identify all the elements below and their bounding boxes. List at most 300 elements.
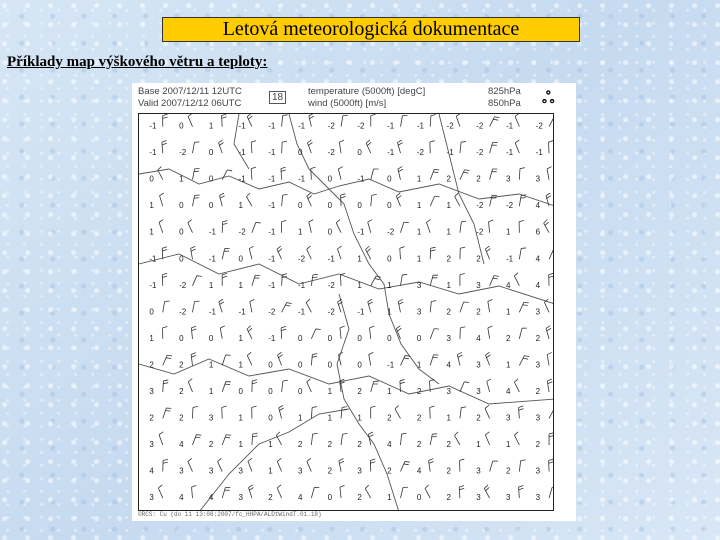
temperature-value: 1	[387, 307, 392, 317]
wind-barb	[514, 432, 519, 445]
temperature-value: 0	[357, 360, 362, 370]
wind-barb	[222, 170, 232, 180]
temperature-value: 3	[535, 466, 541, 476]
temperature-value: 0	[357, 333, 362, 343]
wind-barb	[371, 194, 377, 206]
wind-barb	[368, 299, 373, 312]
wind-barb	[222, 221, 227, 233]
temperature-value: 3	[476, 280, 481, 290]
temperature-value: -1	[238, 148, 246, 158]
temperature-value: 1	[505, 360, 511, 370]
temperature-value: 1	[446, 227, 451, 237]
wind-barb	[311, 433, 317, 445]
wind-barb	[282, 274, 287, 286]
map-canvas	[139, 114, 554, 511]
wind-barb	[188, 379, 192, 392]
wind-barb	[191, 326, 196, 339]
temperature-value: 1	[149, 333, 154, 343]
wind-barb	[307, 246, 312, 259]
wind-barb	[218, 140, 223, 153]
wind-barb	[515, 114, 519, 127]
temperature-value: 2	[179, 386, 184, 396]
wind-barb	[460, 382, 469, 392]
wind-barb	[430, 196, 439, 206]
wind-barb	[396, 326, 401, 339]
slide-subtitle: Příklady map výškového větru a teploty:	[7, 54, 268, 70]
wind-barb	[460, 302, 469, 312]
temperature-value: -1	[505, 148, 514, 158]
temperature-value: 4	[446, 360, 451, 370]
temperature-value: 3	[416, 307, 422, 317]
wind-barb	[249, 246, 253, 259]
temperature-value: -1	[416, 121, 424, 131]
wind-barb	[247, 326, 252, 339]
temperature-value: 0	[268, 386, 273, 396]
wind-barb	[188, 114, 192, 127]
wind-barb	[519, 460, 525, 472]
wind-barb	[485, 352, 490, 365]
wind-barb	[163, 326, 168, 338]
wind-barb	[371, 406, 376, 418]
temperature-value: -1	[505, 121, 514, 131]
temperature-value: -2	[476, 227, 484, 237]
wind-barb	[514, 379, 519, 392]
temperature-value: -2	[476, 148, 484, 158]
wind-barb	[519, 356, 529, 366]
temperature-value: 0	[149, 307, 154, 317]
temperature-value: 0	[179, 227, 184, 237]
temperature-value: 2	[446, 254, 451, 264]
pressure-bottom-label: 850hPa	[488, 98, 521, 109]
wind-barb	[400, 222, 408, 232]
wind-barb	[549, 409, 554, 419]
temperature-value: 0	[327, 227, 333, 237]
wind-barb	[220, 193, 225, 206]
temperature-value: 0	[179, 201, 184, 211]
wind-barb	[159, 432, 163, 445]
temperature-value: 3	[446, 386, 451, 396]
temperature-value: 1	[208, 121, 214, 131]
temperature-value: 1	[505, 227, 511, 237]
temperature-value: 3	[446, 333, 451, 343]
temperature-value: 0	[327, 360, 333, 370]
temperature-value: 1	[416, 174, 422, 184]
wind-barb	[549, 459, 554, 471]
temperature-value: 4	[149, 466, 154, 476]
temperature-value: 1	[327, 386, 333, 396]
wind-barb	[460, 247, 465, 259]
temperature-value: 1	[238, 439, 243, 449]
wind-barb	[337, 299, 342, 312]
temperature-value: -2	[327, 280, 335, 290]
wind-barb	[425, 485, 430, 498]
wind-barb	[192, 142, 199, 153]
temperature-value: 2	[268, 493, 273, 503]
temperature-value: 0	[238, 254, 243, 264]
valid-time-label: Valid 2007/12/12 06UTC	[138, 98, 242, 109]
temperature-value: 1	[238, 413, 243, 423]
wind-barb	[282, 220, 287, 232]
wind-barb	[430, 115, 436, 127]
wind-barb	[278, 352, 283, 365]
wind-barb	[400, 379, 405, 392]
temperature-value: -1	[297, 121, 306, 131]
temperature-value: -1	[535, 148, 543, 158]
wind-barb	[282, 115, 288, 127]
wind-barb	[218, 458, 223, 471]
temperature-value: 2	[416, 413, 422, 423]
temperature-value: -1	[268, 174, 276, 184]
wind-barb	[247, 114, 252, 127]
wind-barb	[162, 140, 167, 153]
base-time-label: Base 2007/12/11 12UTC	[138, 86, 242, 97]
temperature-value: 3	[476, 466, 481, 476]
wind-barb	[251, 141, 256, 154]
wind-barb	[366, 246, 371, 259]
temperature-value: 1	[238, 360, 243, 370]
temperature-value: 0	[327, 201, 333, 211]
temperature-value: -1	[149, 254, 157, 264]
temperature-value: 0	[208, 201, 214, 211]
wind-barb	[338, 246, 342, 259]
temperature-value: 2	[535, 333, 541, 343]
temperature-value: 2	[149, 360, 154, 370]
temperature-value: 3	[535, 413, 541, 423]
temperature-value: -2	[535, 121, 543, 131]
temperature-value: 1	[357, 413, 362, 423]
temperature-value: 1	[149, 227, 154, 237]
temperature-value: 4	[387, 439, 392, 449]
temperature-value: 3	[476, 360, 481, 370]
wind-barb	[192, 435, 201, 445]
wind-barb	[430, 379, 435, 392]
temperature-value: 2	[446, 493, 451, 503]
temperature-value: 3	[149, 493, 154, 503]
temperature-value: -1	[505, 254, 514, 264]
wind-barb	[547, 352, 552, 365]
temperature-value: -2	[179, 280, 187, 290]
border-line	[337, 294, 399, 511]
temperature-value: 4	[505, 386, 511, 396]
wind-barb	[158, 167, 163, 180]
temperature-value: 1	[238, 280, 243, 290]
temperature-value: -1	[268, 333, 276, 343]
wind-barb	[488, 326, 493, 339]
wind-barb	[192, 195, 199, 206]
temperature-value: 0	[149, 174, 154, 184]
wind-barb	[549, 273, 554, 285]
wind-barb	[222, 488, 230, 499]
temperature-value: -2	[476, 121, 484, 131]
wind-barb	[371, 114, 376, 126]
wind-barb	[222, 248, 229, 259]
temperature-value: 1	[268, 439, 273, 449]
wind-barb	[188, 458, 193, 471]
wind-barb	[430, 434, 437, 445]
wind-barb	[340, 485, 345, 498]
wind-barb	[282, 194, 288, 206]
wind-barb	[398, 299, 403, 312]
wind-barb	[307, 193, 312, 206]
temperature-value: -1	[238, 121, 246, 131]
wind-barb	[485, 246, 490, 259]
wind-barb	[163, 380, 169, 392]
wind-barb	[544, 220, 549, 233]
temperature-value: -2	[297, 254, 306, 264]
wind-barb	[279, 405, 284, 418]
temperature-value: -1	[387, 360, 395, 370]
institute-logo-icon: ஃ	[542, 90, 555, 107]
temperature-value: -1	[446, 148, 454, 158]
temperature-value: 3	[238, 466, 243, 476]
wind-barb	[515, 140, 519, 153]
wind-barb	[306, 299, 311, 312]
pressure-top-label: 825hPa	[488, 86, 521, 97]
wind-barb	[252, 406, 257, 418]
wind-barb	[307, 379, 312, 392]
temperature-value: 0	[416, 493, 422, 503]
wind-barb	[430, 329, 439, 339]
wind-barb	[460, 221, 466, 233]
wind-barb	[430, 275, 438, 286]
temperature-value: 1	[505, 439, 511, 449]
wind-barb	[282, 303, 292, 313]
wind-barb	[370, 459, 375, 471]
wind-barb	[250, 299, 254, 312]
wind-barb	[340, 326, 345, 339]
temperature-value: -2	[179, 148, 187, 158]
wind-barb	[519, 328, 527, 339]
temperature-value: 2	[327, 439, 333, 449]
temperature-value: -1	[268, 121, 276, 131]
temperature-value: 3	[179, 466, 184, 476]
wind-barb	[395, 405, 400, 418]
wind-barb	[489, 220, 494, 233]
wind-barb	[311, 354, 317, 366]
temperature-value: 0	[327, 174, 333, 184]
wind-barb	[430, 169, 439, 179]
temperature-value: 2	[208, 439, 214, 449]
temperature-value: 2	[505, 466, 511, 476]
temperature-value: 0	[297, 386, 303, 396]
temperature-value: 2	[387, 413, 392, 423]
temperature-value: -1	[357, 174, 365, 184]
wind-barb	[159, 220, 163, 233]
temperature-value: 4	[505, 280, 511, 290]
temperature-value: -1	[327, 254, 335, 264]
wind-barb	[549, 249, 554, 259]
wind-barb	[307, 458, 311, 471]
temperature-value: 1	[416, 227, 422, 237]
temperature-value: -2	[357, 121, 365, 131]
wind-barb	[251, 167, 256, 180]
temperature-value: -1	[268, 227, 276, 237]
temperature-value: -2	[416, 148, 424, 158]
wind-barb	[368, 220, 372, 233]
temperature-value: 2	[357, 439, 362, 449]
wind-barb	[252, 433, 258, 445]
temperature-value: 3	[208, 466, 214, 476]
wind-barb	[549, 433, 554, 445]
forecast-hour-label: 18	[269, 91, 286, 104]
wind-barb	[488, 299, 493, 312]
wind-barb	[336, 220, 341, 233]
wind-barb	[341, 433, 347, 445]
temperature-value: -1	[387, 121, 395, 131]
temperature-value: 0	[416, 333, 422, 343]
temperature-value: 4	[535, 201, 541, 211]
temperature-value: 2	[476, 174, 481, 184]
wind-barb	[519, 220, 524, 232]
wind-barb	[519, 248, 526, 259]
temperature-value: -1	[357, 227, 365, 237]
wind-barb	[163, 459, 168, 471]
temperature-value: 3	[416, 280, 422, 290]
temperature-value: -2	[505, 201, 514, 211]
temperature-value: 3	[505, 493, 511, 503]
temperature-value: 2	[446, 307, 451, 317]
temperature-value: 1	[149, 201, 154, 211]
temperature-value: 2	[327, 466, 333, 476]
temperature-value: 2	[297, 439, 303, 449]
wind-barb	[338, 167, 342, 180]
wind-barb	[429, 459, 434, 472]
temperature-value: 1	[208, 360, 214, 370]
temperature-value: 1	[476, 439, 481, 449]
temperature-value: 0	[238, 386, 243, 396]
temperature-value: 4	[179, 439, 184, 449]
temperature-value: 0	[297, 360, 303, 370]
wind-barb	[191, 353, 196, 366]
temperature-value: 4	[535, 280, 541, 290]
wind-barb	[246, 193, 251, 206]
wind-barb	[307, 140, 312, 153]
temperature-value: 2	[416, 386, 422, 396]
temperature-value: 3	[476, 493, 481, 503]
wind-barb	[490, 276, 499, 286]
wind-barb	[460, 170, 470, 180]
wind-barb	[248, 458, 252, 471]
temperature-value: 2	[387, 466, 392, 476]
wind-barb	[430, 247, 435, 259]
temperature-value: 2	[535, 439, 541, 449]
temperature-value: 3	[535, 360, 541, 370]
temperature-value: 2	[149, 413, 154, 423]
wind-barb	[430, 355, 438, 365]
temperature-value: -1	[238, 174, 246, 184]
temperature-value: -1	[297, 307, 306, 317]
temperature-value: 1	[208, 386, 214, 396]
border-line	[139, 359, 554, 404]
wind-barb	[400, 247, 405, 260]
wind-barb	[277, 458, 281, 471]
temperature-value: 2	[357, 386, 362, 396]
wind-barb	[490, 117, 500, 127]
wind-barb	[519, 485, 524, 498]
wind-barb	[309, 114, 314, 127]
border-line	[139, 169, 554, 206]
wind-barb	[160, 193, 164, 206]
wind-barb	[514, 273, 519, 286]
wind-barb	[365, 485, 370, 498]
temperature-value: -1	[208, 227, 216, 237]
wind-barb	[400, 115, 407, 126]
temperature-value: 2	[179, 360, 184, 370]
temperature-value: 1	[505, 307, 511, 317]
wind-barb	[430, 406, 435, 418]
wind-barb	[459, 486, 464, 499]
wind-barb	[163, 355, 172, 365]
temperature-value: 0	[208, 174, 214, 184]
wind-legend-label: wind (5000ft) [m/s]	[308, 98, 387, 109]
temperature-value: 1	[238, 333, 243, 343]
temperature-value: 1	[416, 360, 422, 370]
wind-barb	[222, 406, 227, 418]
temperature-value: 0	[297, 148, 303, 158]
wind-barb	[252, 222, 261, 232]
temperature-value: 0	[268, 360, 273, 370]
wind-barb	[222, 382, 231, 392]
wind-barb	[281, 167, 286, 180]
temperature-value: 1	[179, 174, 184, 184]
wind-barb	[519, 168, 525, 180]
temperature-value: -1	[268, 201, 276, 211]
temperature-value: 0	[208, 148, 214, 158]
wind-barb	[490, 143, 498, 154]
wind-barb	[277, 485, 281, 498]
temperature-value: -2	[327, 148, 335, 158]
slide-title: Letová meteorologická dokumentace	[162, 17, 580, 42]
wind-barb	[341, 407, 347, 419]
wind-barb	[400, 433, 406, 445]
wind-barb	[490, 461, 498, 472]
wind-barb	[371, 381, 379, 392]
wind-barb	[396, 193, 401, 206]
temperature-value: 2	[476, 413, 481, 423]
wind-barb	[222, 273, 227, 285]
wind-barb	[371, 169, 379, 180]
temperature-value: -1	[387, 148, 395, 158]
temperature-value: -1	[238, 307, 246, 317]
wind-barb	[370, 326, 375, 339]
wind-barb	[339, 459, 344, 472]
wind-barb	[398, 167, 403, 180]
temperature-value: -1	[297, 174, 306, 184]
wind-barb	[191, 246, 196, 259]
temperature-value: 3	[535, 307, 541, 317]
wind-barb	[222, 114, 227, 127]
temperature-value: 1	[238, 201, 243, 211]
wind-barb	[192, 301, 199, 312]
wind-barb	[282, 380, 288, 392]
temperature-value: 2	[179, 413, 184, 423]
temperature-value: 1	[446, 280, 451, 290]
wind-barb	[549, 117, 554, 127]
wind-barb	[548, 141, 553, 154]
temperature-value: 1	[416, 201, 422, 211]
wind-barb	[457, 352, 462, 365]
temperature-value: 3	[149, 386, 154, 396]
wind-barb	[222, 355, 230, 365]
wind-barb	[163, 408, 172, 418]
wind-barb	[282, 141, 287, 153]
wind-barb	[519, 302, 528, 312]
map-footer: ©RCS: Cu (do 11 13:08:2007/fc_HHPA/ALDtWindT.01.18)	[138, 511, 322, 518]
temperature-value: 1	[387, 386, 392, 396]
temperature-value: 0	[268, 413, 273, 423]
temperature-value: 6	[535, 227, 541, 237]
temperature-value: -2	[238, 227, 246, 237]
